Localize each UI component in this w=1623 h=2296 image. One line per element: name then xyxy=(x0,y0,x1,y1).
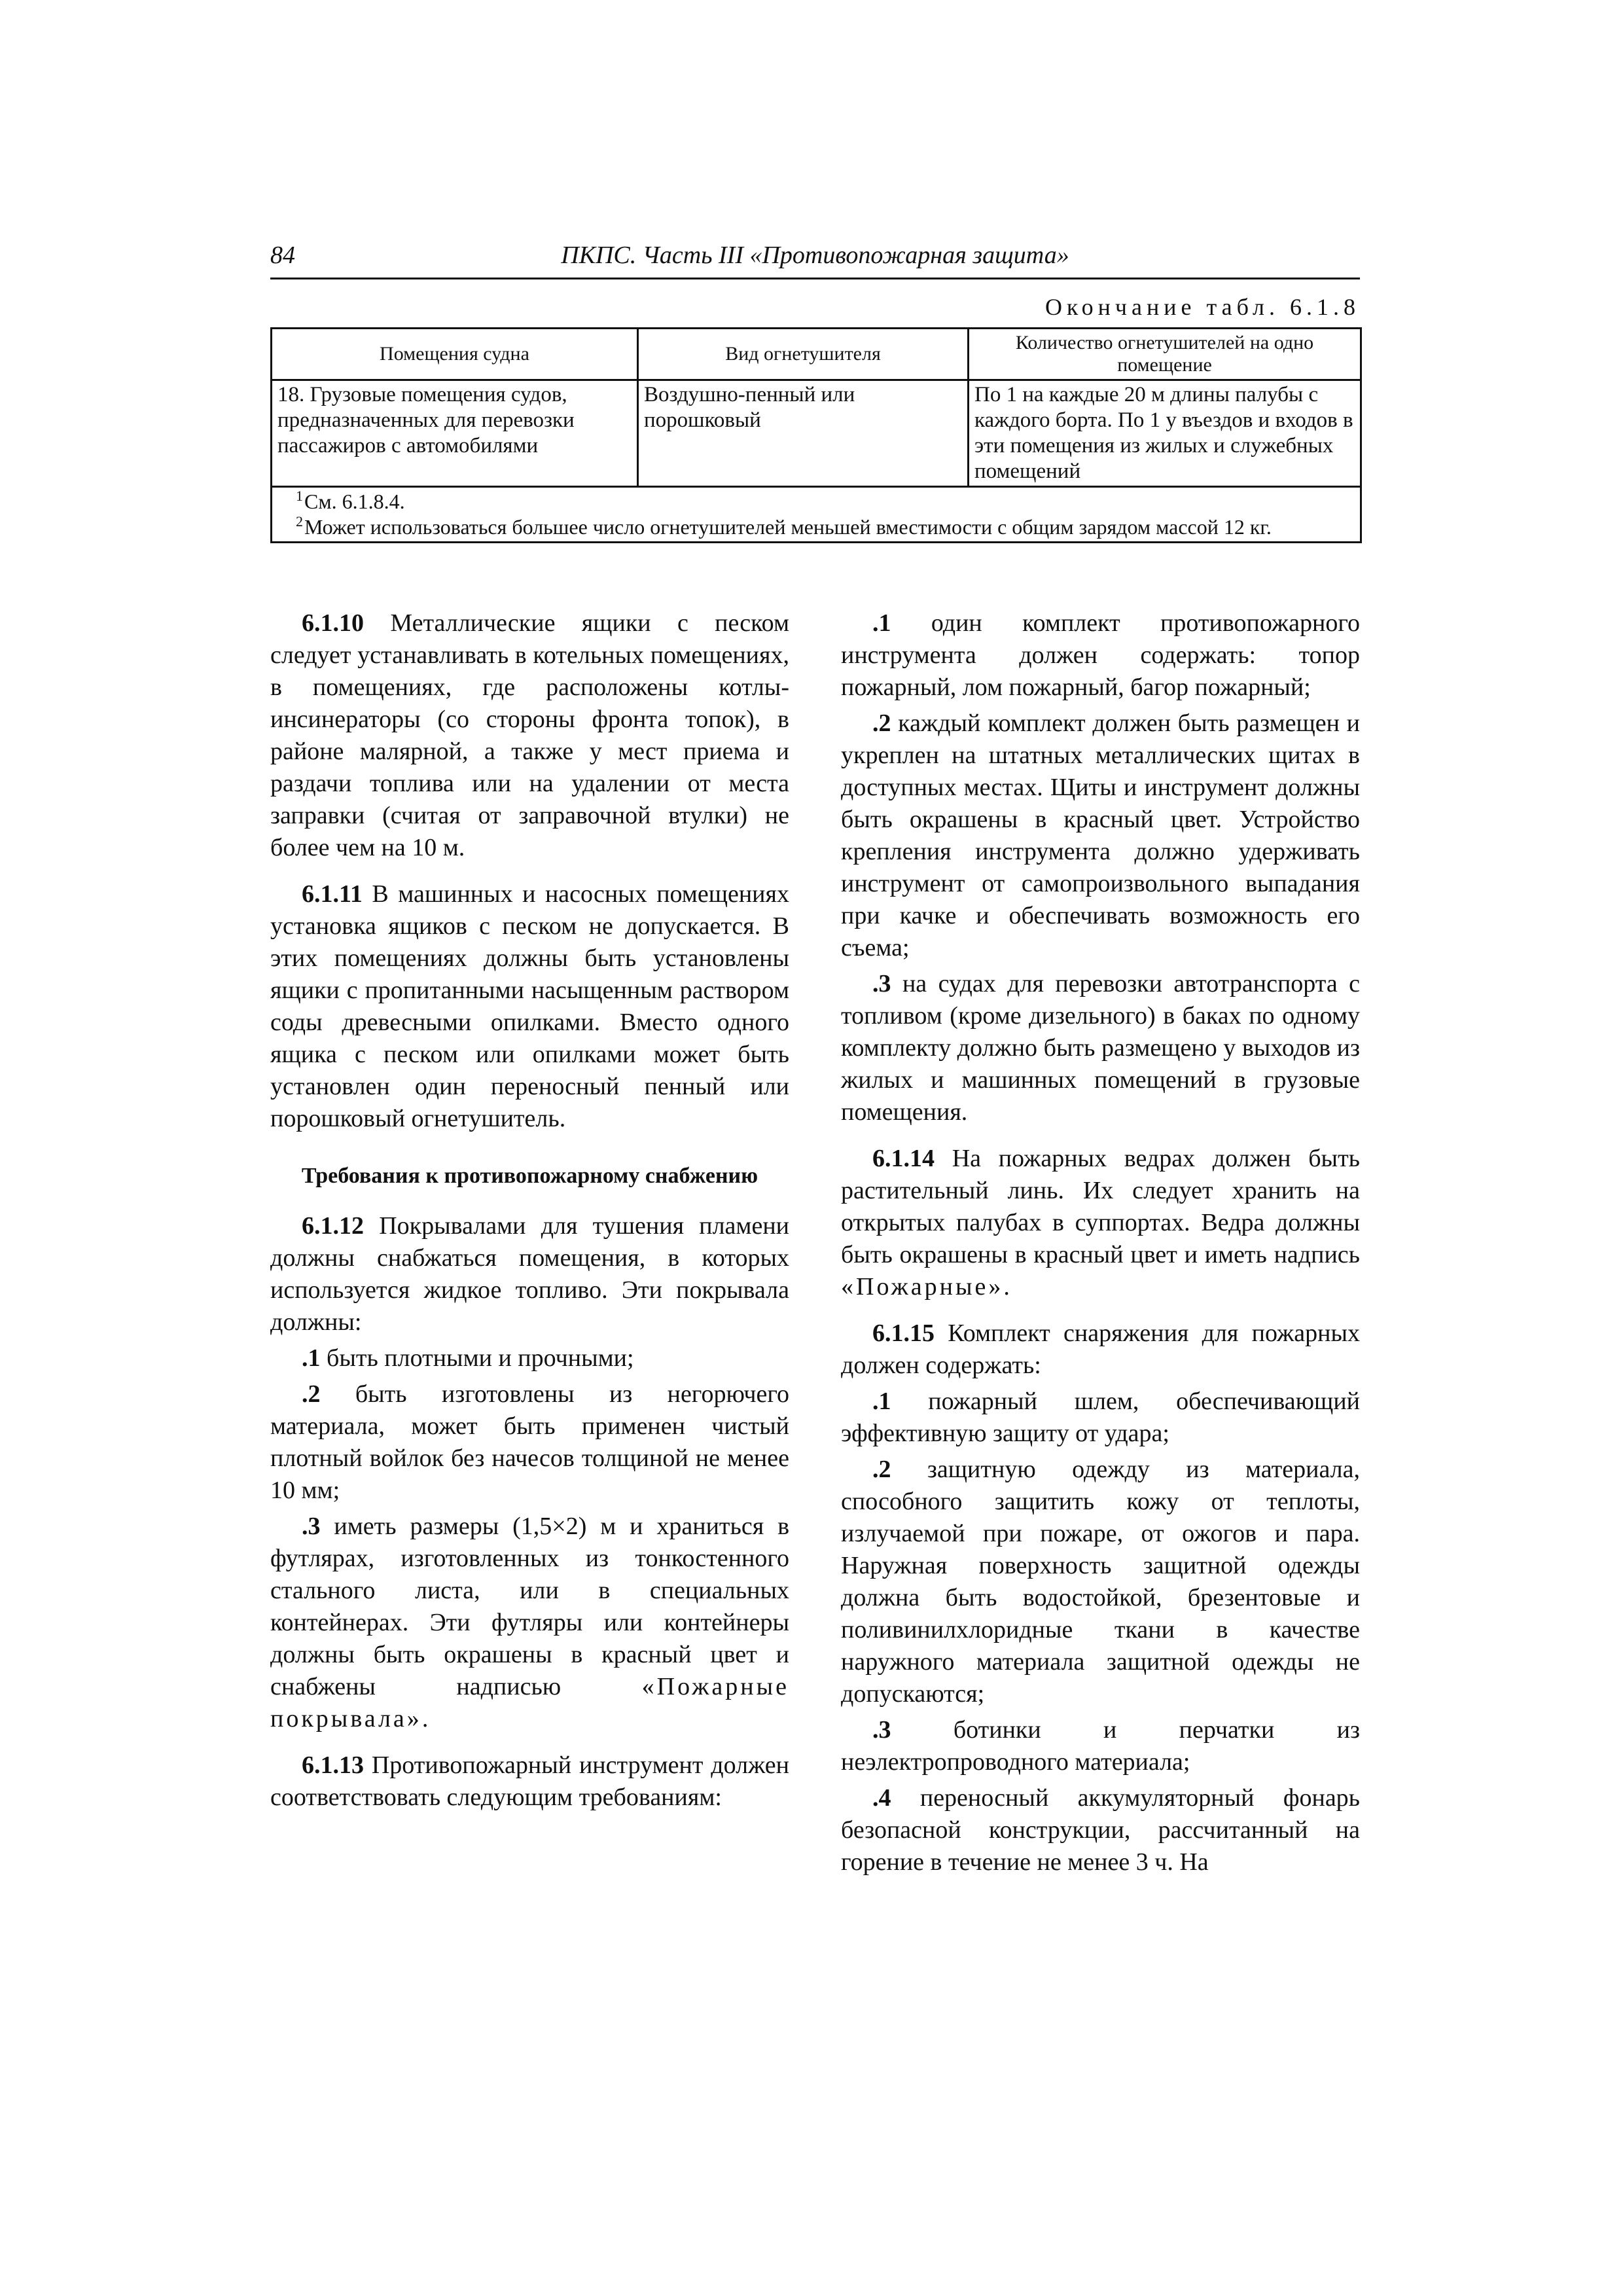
left-column xyxy=(270,607,789,1828)
paragraph xyxy=(270,1210,789,1338)
item-text: быть изготовлены из негорючего материала, может быть применен чистый плотный войлок без начесов толщиной не менее 10 мм; xyxy=(270,1380,790,1504)
item-text: на судах для перевозки автотранспорта с топливом (кроме дизельного) в баках по одному комплекту должно быть размещено у выходов из жилых и машинных помещений в грузовые помещения. xyxy=(841,970,1361,1126)
list-item xyxy=(841,708,1360,964)
extinguisher-table xyxy=(270,327,1362,543)
page-number: 84 xyxy=(270,242,295,269)
list-item xyxy=(841,1386,1360,1450)
clause-text: В машинных и насосных помещениях установка ящиков с песком не допускается. В этих помещениях должны быть установлены ящики с пропитанными насыщенным раствором соды древесными опилками. Вместо одного ящика с песком или опилками может быть установлен один переносный пенный или порошковый огнетушитель. xyxy=(270,880,790,1132)
clause-text: На пожарных ведрах должен быть растительный линь. Их следует хранить на открытых палубах в суппортах. Ведра должны быть окрашены в красный цвет и иметь надпись xyxy=(841,1145,1361,1268)
column-header: Вид огнетушителя xyxy=(638,329,969,380)
list-item xyxy=(270,1378,789,1507)
quoted-label: «Пожарные покрывала» xyxy=(270,1673,789,1732)
item-number: .2 xyxy=(872,709,891,737)
item-text: пожарный шлем, обеспечивающий эффективную защиту от удара; xyxy=(841,1388,1360,1447)
item-text: каждый комплект должен быть размещен и укреплен на штатных металлических щитах в доступных местах. Щиты и инструмент должны быть окрашены в красный цвет. Устройство крепления инструмента должно удерживать инструмент от самопроизвольного выпадания при качке и обеспечивать возможность его съема; xyxy=(841,709,1361,961)
item-number: .1 xyxy=(872,1388,891,1415)
paragraph xyxy=(270,878,789,1135)
running-title: ПКПС. Часть III «Противопожарная защита» xyxy=(561,242,1069,269)
footnote xyxy=(276,489,1356,514)
item-number: .3 xyxy=(872,1716,891,1744)
clause-number: 6.1.12 xyxy=(302,1212,364,1240)
list-item xyxy=(270,1342,789,1374)
item-number: .4 xyxy=(872,1784,891,1812)
footnote-text: Может использоваться большее число огнетушителей меньшей вместимости с общим зарядом массой 12 кг. xyxy=(304,515,1272,539)
item-text: защитную одежду из материала, способного защитить кожу от теплоты, излучаемой при пожаре, от ожогов и пара. Наружная поверхность защитной одежды должна быть водостойкой, брезентовые и поливинилхлоридные ткани в качестве наружного материала защитной одежды не допускаются; xyxy=(841,1456,1361,1708)
item-number: .1 xyxy=(302,1344,321,1372)
list-item xyxy=(841,1714,1360,1778)
item-number: .2 xyxy=(302,1380,321,1408)
table-caption: Окончание табл. 6.1.8 xyxy=(1044,294,1360,320)
footnote-mark: 2 xyxy=(296,513,303,530)
item-text: быть плотными и прочными; xyxy=(327,1344,634,1372)
page-header xyxy=(270,236,1360,279)
table-cell: По 1 на каждые 20 м длины палубы с каждого борта. По 1 у въездов и входов в эти помещения из жилых и служебных помещений xyxy=(969,380,1361,487)
list-item xyxy=(841,968,1360,1128)
item-number: .3 xyxy=(872,970,891,997)
item-number: .1 xyxy=(872,609,891,637)
item-text: ботинки и перчатки из неэлектропроводного материала; xyxy=(841,1716,1360,1776)
paragraph xyxy=(841,1143,1360,1303)
item-text: переносный аккумуляторный фонарь безопасной конструкции, рассчитанный на горение в течение не менее 3 ч. На xyxy=(841,1784,1361,1876)
list-item xyxy=(270,1511,789,1735)
item-text: один комплект противопожарного инструмента должен содержать: топор пожарный, лом пожарный, багор пожарный; xyxy=(841,609,1361,701)
column-header: Количество огнетушителей на одно помещение xyxy=(969,329,1361,380)
clause-number: 6.1.10 xyxy=(302,609,364,637)
item-text-end: . xyxy=(421,1705,429,1732)
list-item xyxy=(841,1454,1360,1710)
item-text: иметь размеры (1,5×2) м и храниться в футлярах, изготовленных из тонкостенного стального листа, или в специальных контейнерах. Эти футляры или контейнеры должны быть окрашены в красный цвет и снабжены надписью xyxy=(270,1513,790,1700)
footnote-text: См. 6.1.8.4. xyxy=(304,490,405,513)
item-number: .3 xyxy=(302,1513,321,1540)
table-header-row xyxy=(272,329,1361,380)
clause-text: Противопожарный инструмент должен соответствовать следующим требованиям: xyxy=(270,1751,790,1811)
right-column xyxy=(841,607,1360,1882)
clause-text-end: . xyxy=(1003,1273,1010,1300)
list-item xyxy=(841,1782,1360,1878)
section-heading: Требования к противопожарному снабжению xyxy=(301,1164,758,1188)
item-number: .2 xyxy=(872,1456,891,1483)
clause-text: Покрывалами для тушения пламени должны снабжаться помещения, в которых используется жидкое топливо. Эти покрывала должны: xyxy=(270,1212,789,1336)
list-item xyxy=(841,607,1360,704)
quoted-label: «Пожарные» xyxy=(841,1273,1004,1300)
table-cell: 18. Грузовые помещения судов, предназначенных для перевозки пассажиров с автомобилями xyxy=(272,380,638,487)
column-header: Помещения судна xyxy=(272,329,638,380)
clause-number: 6.1.14 xyxy=(872,1145,935,1172)
table-footnotes xyxy=(272,487,1361,543)
table-cell: Воздушно-пенный или порошковый xyxy=(638,380,969,487)
footnote-mark: 1 xyxy=(296,488,303,505)
paragraph xyxy=(270,607,789,864)
footnote xyxy=(276,514,1356,540)
clause-number: 6.1.15 xyxy=(872,1319,935,1347)
table-row xyxy=(272,380,1361,487)
clause-number: 6.1.11 xyxy=(302,880,363,908)
table-footnotes-row xyxy=(272,487,1361,543)
paragraph xyxy=(841,1318,1360,1382)
clause-text: Металлические ящики с песком следует устанавливать в котельных помещениях, в помещениях, где расположены котлы-инсинераторы (со стороны фронта топок), в районе малярной, а также у мест приема и раздачи топлива или на удалении от места заправки (считая от заправочной втулки) не более чем на 10 м. xyxy=(270,609,789,861)
clause-number: 6.1.13 xyxy=(302,1751,364,1779)
paragraph xyxy=(270,1749,789,1814)
clause-text: Комплект снаряжения для пожарных должен содержать: xyxy=(841,1319,1361,1379)
